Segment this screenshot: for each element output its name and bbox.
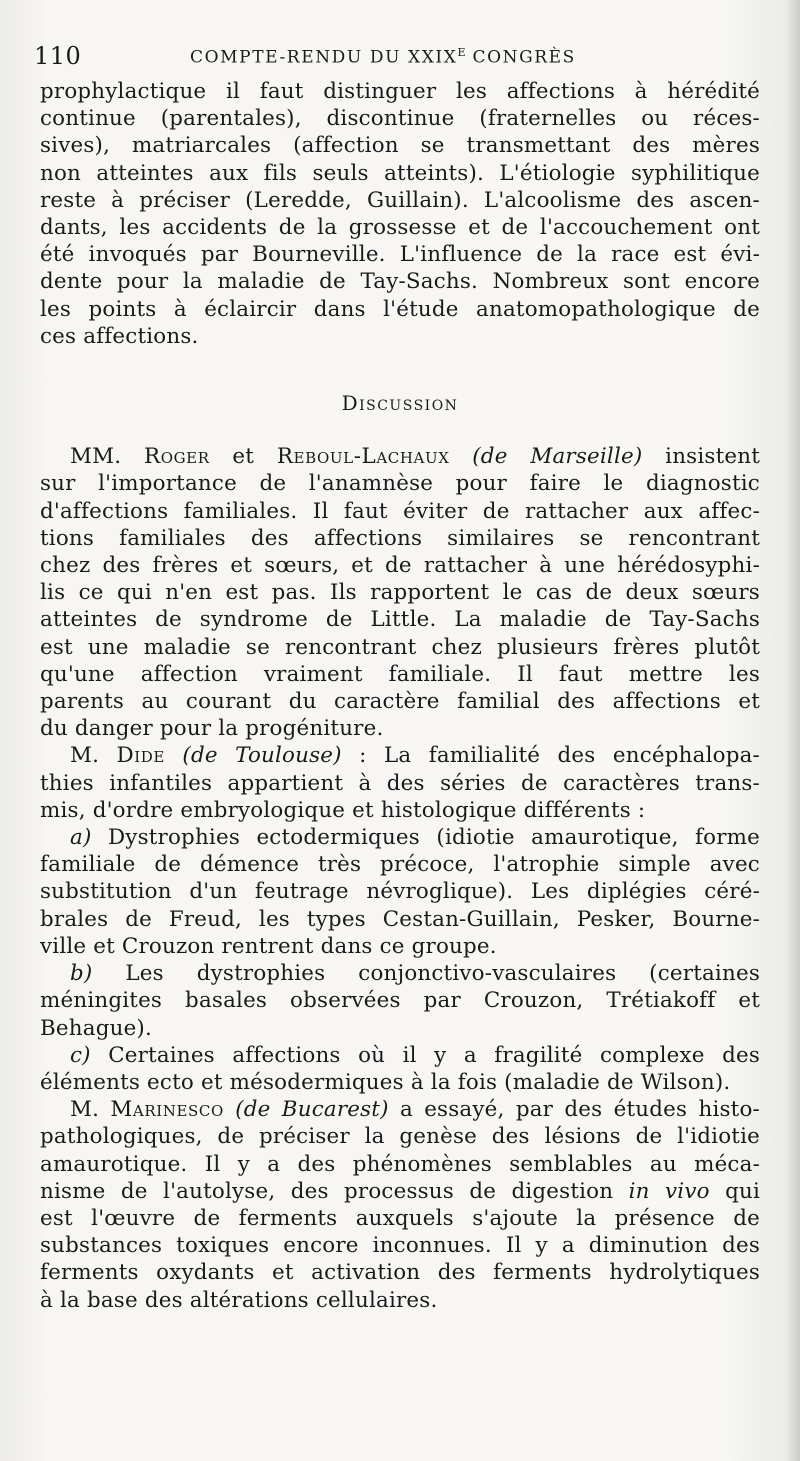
author-place: (de Marseille) [472,444,643,470]
text-span: M. [70,1097,111,1123]
paragraph-dide [40,742,760,1096]
text-line [40,960,760,987]
text-line: mis, d'ordre embryologique et histologique différents : [40,797,646,823]
list-label: b) [70,961,93,987]
text-line: ces affections. [40,323,199,349]
running-head-main: COMPTE-RENDU DU XXIX [190,47,458,68]
text-line [40,1096,760,1123]
text-line: brales de Freud, les types Cestan-Guillain, Pesker, Bourne- [40,906,760,932]
text-span: et [209,444,277,470]
running-head-superscript: E [457,46,466,59]
author-place: (de Toulouse) [182,743,342,769]
latin-term: in vivo [628,1178,710,1204]
text-line: prophylactique il faut distinguer les affections à hérédité [40,79,760,104]
text-line: Behague). [40,1015,152,1041]
text-line: sur l'importance de l'anamnèse pour faire le diagnostic [40,471,760,497]
running-head [190,46,576,68]
page-edge-shadow [786,0,800,1461]
text-line: continue (parentales), discontinue (fraternelles ou réces- [40,106,760,132]
text-line: est l'œuvre de ferments auxquels s'ajoute la présence de [40,1205,760,1231]
text-line: éléments ecto et mésodermiques à la fois (maladie de Wilson). [40,1069,731,1095]
text-span: qui [709,1178,760,1204]
text-line: tions familiales des affections similaires se rencontrant [40,525,760,551]
text-line: été invoqués par Bourneville. L'influence de la race est évi- [40,242,760,268]
text-line: méningites basales observées par Crouzon, Trétiakoff et [40,988,760,1014]
intro-paragraph [40,78,760,350]
page-header [32,30,762,70]
text-line: substitution d'un feutrage névroglique). Les diplégies céré- [40,879,760,905]
text-line: thies infantiles appartient à des séries de caractères trans- [40,770,760,796]
text-line: familiale de démence très précoce, l'atrophie simple avec [40,852,760,878]
text-span: Certaines affections où il y a fragilité complexe des [90,1042,760,1068]
text-line: substances toxiques encore inconnues. Il y a diminution des [40,1233,760,1259]
text-line: sives), matriarcales (affection se transmettant des mères [40,133,760,159]
author-name: Marinesco [110,1097,224,1123]
text-span: MM. [70,444,144,470]
text-line: dente pour la maladie de Tay-Sachs. Nombreux sont encore [40,269,760,295]
text-span: M. [70,743,117,769]
text-line: parents au courant du caractère familial des affections et [40,689,760,715]
running-head-end: CONGRÈS [465,47,576,68]
text-line [40,1178,760,1205]
text-line: est une maladie se rencontrant chez plusieurs frères plutôt [40,634,760,660]
text-span: : La familialité des encéphalopa- [341,743,760,769]
text-line [40,443,760,470]
text-line [40,824,760,851]
author-name: Roger [143,444,210,470]
author-name: Dide [116,743,165,769]
author-place: (de Bucarest) [235,1097,389,1123]
text-line: amaurotique. Il y a des phénomènes semblables au méca- [40,1151,760,1177]
text-span: Les dystrophies conjonctivo-vasculaires (certaines [92,961,760,987]
paragraph-marinesco [40,1096,760,1314]
text-span: nisme de l'autolyse, des processus de digestion [40,1178,629,1204]
text-line: reste à préciser (Leredde, Guillain). L'alcoolisme des ascen- [40,187,760,213]
list-label: c) [70,1042,91,1068]
text-span: insistent [642,444,761,470]
text-line: pathologiques, de préciser la genèse des lésions de l'idiotie [40,1124,760,1150]
text-line: chez des frères et sœurs, et de rattacher à une hérédosyphi- [40,553,760,579]
text-line: les points à éclaircir dans l'étude anatomopathologique de [40,296,760,322]
page-number: 110 [34,42,82,70]
text-line: non atteintes aux fils seuls atteints). L'étiologie syphilitique [40,160,760,186]
text-line: à la base des altérations cellulaires. [40,1287,438,1313]
text-line: lis ce qui n'en est pas. Ils rapportent le cas de deux sœurs [40,580,760,606]
list-label: a) [70,825,92,851]
paragraph-roger [40,443,760,742]
text-line: dants, les accidents de la grossesse et de l'accouchement ont [40,215,760,241]
author-name: Reboul-Lachaux [276,444,450,470]
body-text [40,78,760,1314]
text-span: Dystrophies ectodermiques (idiotie amaurotique, forme [91,825,760,851]
section-heading-discussion: Discussion [341,391,459,416]
text-line [40,1042,760,1069]
text-line: atteintes de syndrome de Little. La maladie de Tay-Sachs [40,607,760,633]
text-line: du danger pour la progéniture. [40,716,384,742]
text-line: ville et Crouzon rentrent dans ce groupe. [40,933,497,959]
text-span: a essayé, par des études histo- [388,1097,760,1123]
text-line: d'affections familiales. Il faut éviter de rattacher aux affec- [40,498,760,524]
text-line [40,742,760,769]
text-line: ferments oxydants et activation des ferments hydrolytiques [40,1260,760,1286]
text-line: qu'une affection vraiment familiale. Il faut mettre les [40,661,760,687]
